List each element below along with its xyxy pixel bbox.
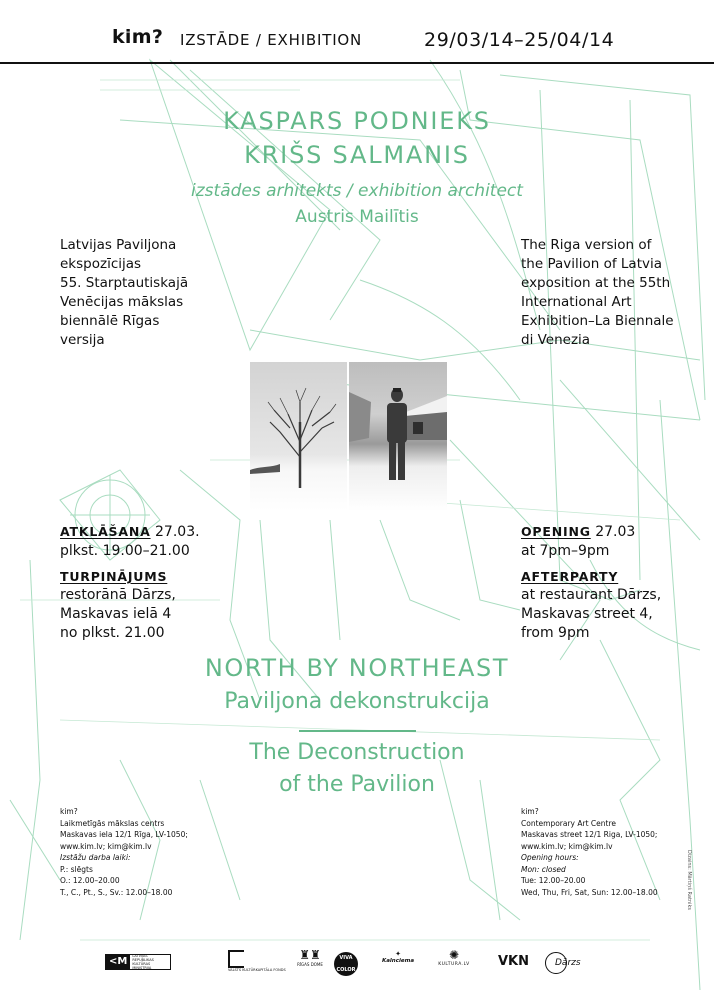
design-credit: Dizains: Mārtiņš Ratniks [686, 850, 692, 910]
afterparty-venue: at restaurant Dārzs, [521, 587, 662, 603]
header-divider [0, 62, 714, 64]
contact-address: Maskavas iela 12/1 Rīga, LV-1050; [60, 830, 188, 839]
subtitle-english-line: The Deconstruction [249, 740, 465, 765]
kultura-lv-logo: ✺ KULTURA.LV [438, 948, 470, 967]
afterparty-time: no plkst. 21.00 [60, 625, 165, 641]
subtitle-latvian: Paviljona dekonstrukcija [224, 689, 490, 714]
man-in-snow-photo [349, 362, 447, 511]
contact-name: kim? [521, 807, 539, 816]
opening-label: ATKLĀŠANA [60, 524, 151, 539]
contact-name: kim? [60, 807, 78, 816]
hours-line: T., C., Pt., S., Sv.: 12.00–18.00 [60, 887, 173, 897]
culture-capital-fund-logo: VALSTS KULTŪRKAPITĀLA FONDS [228, 950, 288, 972]
title-divider [299, 730, 416, 732]
opening-time: at 7pm–9pm [521, 543, 610, 559]
artists-block [0, 104, 714, 172]
description-line: 55. Starptautiskajā [60, 275, 189, 291]
event-info-english [521, 522, 691, 643]
culture-ministry-logo: <M LATVIJAS REPUBLIKAS KULTŪRAS MINISTRIJA [105, 954, 171, 970]
opening-label: OPENING [521, 524, 591, 539]
hours-line: Wed, Thu, Fri, Sat, Sun: 12.00–18.00 [521, 887, 658, 897]
opening-time: plkst. 19.00–21.00 [60, 543, 190, 559]
exhibition-title: NORTH BY NORTHEAST [204, 654, 510, 682]
viva-color-logo: VIVA COLOR [334, 952, 358, 976]
afterparty-label: TURPINĀJUMS [60, 569, 168, 584]
contact-org: Laikmetīgās mākslas centrs [60, 818, 165, 828]
description-line: Exhibition–La Biennale [521, 313, 674, 329]
exhibition-tagline: IZSTĀDE / EXHIBITION [180, 31, 363, 49]
contact-web: www.kim.lv; kim@kim.lv [521, 841, 613, 851]
contact-address: Maskavas street 12/1 Riga, LV-1050; [521, 830, 658, 839]
hours-line: Tue: 12.00–20.00 [521, 876, 586, 885]
description-line: Latvijas Paviljona [60, 237, 177, 253]
description-line: versija [60, 332, 105, 348]
artist-name: KASPARS PODNIEKS [223, 107, 491, 135]
kalnciema-logo: ✦ Kalnciema [381, 950, 415, 964]
architect-name: Austris Mailītis [295, 207, 419, 227]
description-latvian [60, 236, 230, 350]
subtitle-english-line: of the Pavilion [279, 772, 435, 797]
tree-in-snow-photo [250, 362, 347, 511]
afterparty-label: AFTERPARTY [521, 569, 619, 584]
description-line: exposition at the 55th [521, 275, 671, 291]
hours-line: Mon: closed [521, 864, 566, 874]
artist-name: KRIŠS SALMANIS [244, 141, 470, 169]
exhibition-dates: 29/03/14–25/04/14 [424, 29, 615, 51]
description-line: the Pavilion of Latvia [521, 256, 663, 272]
kim-logo: kim? [112, 26, 164, 48]
afterparty-address: Maskavas ielā 4 [60, 606, 172, 622]
sponsor-logos [0, 944, 714, 984]
opening-latvian [60, 522, 240, 542]
darzs-logo: Dārzs [545, 952, 591, 972]
opening-date: 27.03. [150, 524, 200, 540]
description-line: ekspozīcijas [60, 256, 142, 272]
opening-english [521, 522, 691, 542]
event-info-latvian [60, 522, 240, 643]
contact-english [521, 806, 711, 898]
subtitle-english [0, 737, 714, 801]
hours-label: Izstāžu darba laiki: [60, 853, 131, 862]
description-line: International Art [521, 294, 632, 310]
description-line: biennālē Rīgas [60, 313, 160, 329]
riga-city-logo: ♜♜ RĪGAS DOME [297, 948, 323, 967]
description-english [521, 236, 674, 350]
hours-line: O.: 12.00–20.00 [60, 876, 120, 885]
description-line: The Riga version of [521, 237, 652, 253]
architect-role: izstādes arhitekts / exhibition architect [191, 181, 523, 201]
contact-latvian [60, 806, 260, 898]
contact-web: www.kim.lv; kim@kim.lv [60, 841, 152, 851]
hours-line: P.: slēgts [60, 864, 93, 874]
description-line: Venēcijas mākslas [60, 294, 184, 310]
afterparty-time: from 9pm [521, 625, 590, 641]
description-line: di Venezia [521, 332, 591, 348]
opening-date: 27.03 [590, 524, 636, 540]
hours-label: Opening hours: [521, 853, 579, 862]
afterparty-address: Maskavas street 4, [521, 606, 653, 622]
contact-org: Contemporary Art Centre [521, 818, 616, 828]
afterparty-venue: restorānā Dārzs, [60, 587, 176, 603]
vkn-logo: VKN [498, 954, 530, 969]
